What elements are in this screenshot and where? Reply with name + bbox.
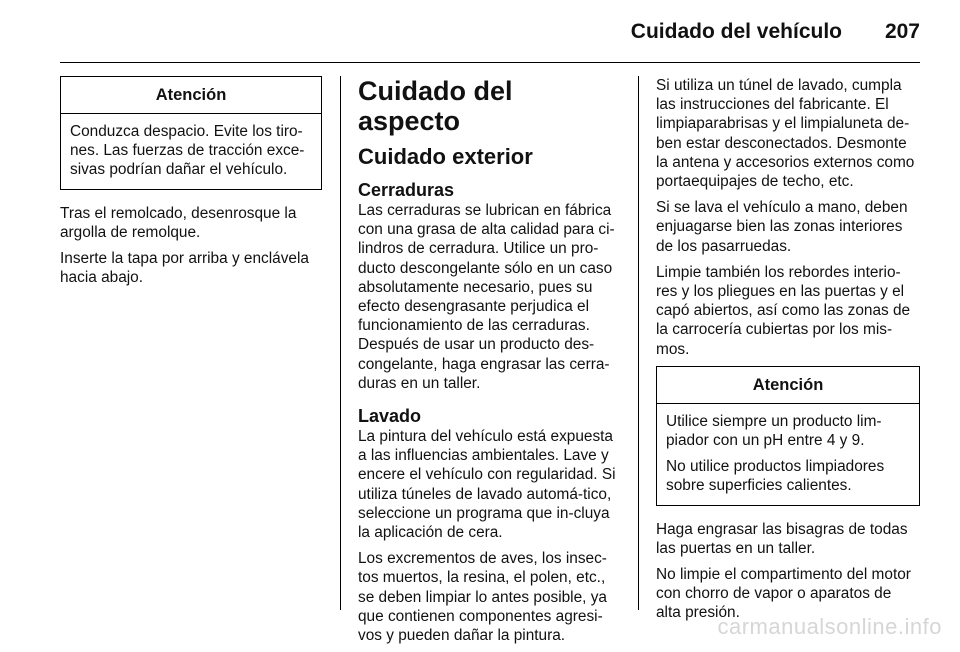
section-heading: Cuidado del aspecto (358, 76, 513, 136)
subsection-heading: Cuidado exterior (358, 144, 533, 169)
column-middle (358, 76, 622, 652)
column-left (60, 76, 322, 294)
wash-heading: Lavado (358, 406, 422, 427)
attention-text: Conduzca despacio. Evite los tiro-nes. Las fuerzas de tracción exce-sivas podrían dañar el vehículo. (70, 123, 305, 179)
locks-heading: Cerraduras (358, 180, 455, 200)
attention-body (657, 404, 919, 505)
paragraph: No limpie el compartimento del motor con chorro de vapor o aparatos de alta presión. (656, 566, 911, 622)
page-header (60, 14, 920, 63)
paragraph: Los excrementos de aves, los insec-tos muertos, la resina, el polen, etc., se deben limpiar lo antes posible, ya que contienen componentes agresi-vos y pueden dañar la pintura. (358, 550, 607, 645)
paragraph: Limpie también los rebordes interio-res y los pliegues en las puertas y el capó abiertos, así como las zonas de la carrocería cubiertas por los mis-mos. (656, 263, 911, 358)
attention-text: Utilice siempre un producto lim-piador con un pH entre 4 y 9. (666, 412, 882, 450)
attention-title: Atención (61, 77, 321, 114)
paragraph: Inserte la tapa por arriba y enclávela hacia abajo. (60, 250, 309, 287)
paragraph: Tras el remolcado, desenrosque la argolla de remolque. (60, 204, 297, 241)
page-number: 207 (884, 20, 920, 43)
attention-box (656, 366, 920, 506)
attention-text: No utilice productos limpiadores sobre superficies calientes. (666, 458, 885, 495)
paragraph: La pintura del vehículo está expuesta a las influencias ambientales. Lave y encere el vehículo con regularidad. Si utiliza túneles de lavado automá-tico, seleccione un programa que in-cluya la aplicación de cera. (358, 428, 616, 542)
paragraph: Haga engrasar las bisagras de todas las puertas en un taller. (656, 520, 908, 557)
watermark: carmanualsonline.info (717, 614, 942, 639)
attention-body (61, 114, 321, 189)
paragraph: Las cerraduras se lubrican en fábrica con una grasa de alta calidad para ci-lindros de cerradura. Utilice un pro-ducto descongelante sólo en un caso absolutamente necesario, pues su efecto desengrasante perjudica el funcionamiento de las cerraduras. Después de usar un producto des-congelante, haga engrasar las cerra-duras en un taller. (358, 202, 615, 392)
column-right (656, 76, 920, 630)
chapter-title: Cuidado del vehículo (630, 20, 842, 43)
column-divider (638, 76, 639, 610)
attention-title: Atención (657, 367, 919, 404)
paragraph: Si utiliza un túnel de lavado, cumpla las instrucciones del fabricante. El limpiaparabrisas y el limpialuneta de-ben estar desconectados. Desmonte la antena y accesorios externos como portaequipajes de techo, etc. (656, 77, 915, 191)
attention-box (60, 76, 322, 190)
column-divider (340, 76, 341, 610)
paragraph: Si se lava el vehículo a mano, deben enjuagarse bien las zonas interiores de los pasarruedas. (656, 199, 908, 255)
